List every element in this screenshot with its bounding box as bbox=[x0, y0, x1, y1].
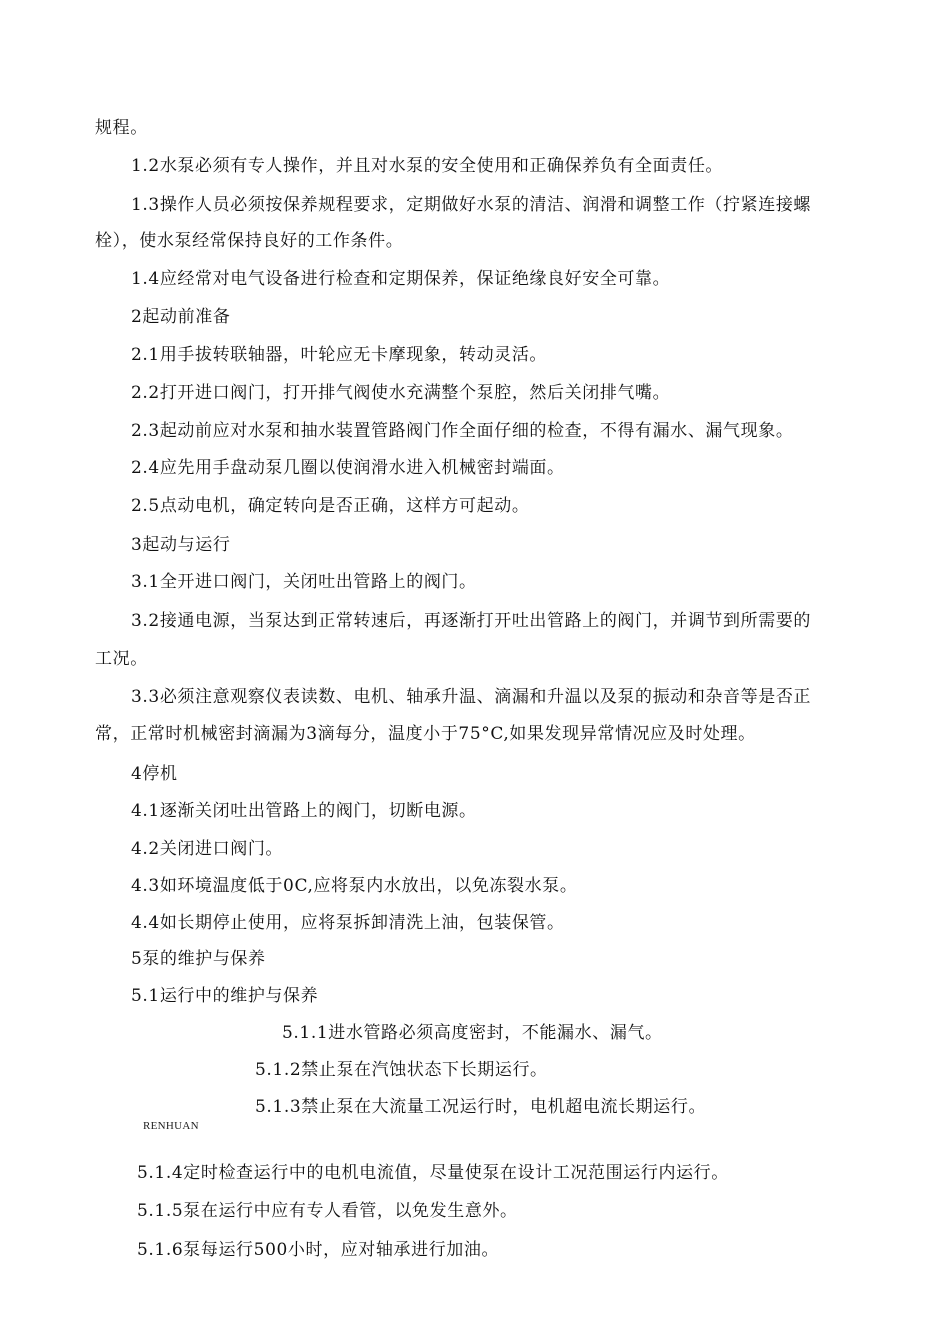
clause-2-4: 2.4应先用手盘动泵几圈以使润滑水进入机械密封端面。 bbox=[131, 458, 565, 478]
clause-2-3: 2.3起动前应对水泵和抽水装置管路阀门作全面仔细的检查，不得有漏水、漏气现象。 bbox=[131, 421, 794, 441]
clause-5-1-4: 5.1.4定时检查运行中的电机电流值，尽量使泵在设计工况范围运行内运行。 bbox=[137, 1163, 729, 1183]
clause-3-3: 3.3必须注意观察仪表读数、电机、轴承升温、滴漏和升温以及泵的振动和杂音等是否正 bbox=[131, 687, 812, 707]
clause-5-1: 5.1运行中的维护与保养 bbox=[131, 986, 319, 1006]
section-5-heading: 5泵的维护与保养 bbox=[131, 949, 266, 969]
clause-5-1-6: 5.1.6泵每运行500小时，应对轴承进行加油。 bbox=[137, 1240, 500, 1260]
clause-3-2-continuation: 工况。 bbox=[95, 649, 148, 669]
clause-5-1-2: 5.1.2禁止泵在汽蚀状态下长期运行。 bbox=[255, 1060, 548, 1080]
section-2-heading: 2起动前准备 bbox=[131, 307, 231, 327]
clause-1-2: 1.2水泵必须有专人操作，并且对水泵的安全使用和正确保养负有全面责任。 bbox=[131, 156, 724, 176]
clause-1-3: 1.3操作人员必须按保养规程要求，定期做好水泵的清洁、润滑和调整工作（拧紧连接螺 bbox=[131, 195, 812, 215]
clause-1-4: 1.4应经常对电气设备进行检查和定期保养，保证绝缘良好安全可靠。 bbox=[131, 269, 671, 289]
clause-5-1-3: 5.1.3禁止泵在大流量工况运行时，电机超电流长期运行。 bbox=[255, 1097, 707, 1117]
watermark-text: RENHUAN bbox=[143, 1120, 199, 1132]
paragraph-continuation: 规程。 bbox=[95, 118, 148, 138]
clause-3-3-continuation: 常，正常时机械密封滴漏为3滴每分，温度小于75°C,如果发现异常情况应及时处理。 bbox=[95, 724, 756, 744]
clause-1-3-continuation: 栓），使水泵经常保持良好的工作条件。 bbox=[95, 231, 404, 251]
section-3-heading: 3起动与运行 bbox=[131, 535, 231, 555]
clause-4-1: 4.1逐渐关闭吐出管路上的阀门，切断电源。 bbox=[131, 801, 477, 821]
clause-3-1: 3.1全开进口阀门，关闭吐出管路上的阀门。 bbox=[131, 572, 477, 592]
clause-3-2: 3.2接通电源，当泵达到正常转速后，再逐渐打开吐出管路上的阀门，并调节到所需要的 bbox=[131, 611, 812, 631]
clause-5-1-5: 5.1.5泵在运行中应有专人看管，以免发生意外。 bbox=[137, 1201, 518, 1221]
clause-2-1: 2.1用手拔转联轴器，叶轮应无卡摩现象，转动灵活。 bbox=[131, 345, 548, 365]
section-4-heading: 4停机 bbox=[131, 764, 178, 784]
clause-2-2: 2.2打开进口阀门，打开排气阀使水充满整个泵腔，然后关闭排气嘴。 bbox=[131, 383, 671, 403]
clause-5-1-1: 5.1.1进水管路必须高度密封，不能漏水、漏气。 bbox=[282, 1023, 663, 1043]
clause-4-3: 4.3如环境温度低于0C,应将泵内水放出，以免冻裂水泵。 bbox=[131, 876, 578, 896]
clause-2-5: 2.5点动电机，确定转向是否正确，这样方可起动。 bbox=[131, 496, 530, 516]
clause-4-2: 4.2关闭进口阀门。 bbox=[131, 839, 284, 859]
clause-4-4: 4.4如长期停止使用，应将泵拆卸清洗上油，包装保管。 bbox=[131, 913, 565, 933]
